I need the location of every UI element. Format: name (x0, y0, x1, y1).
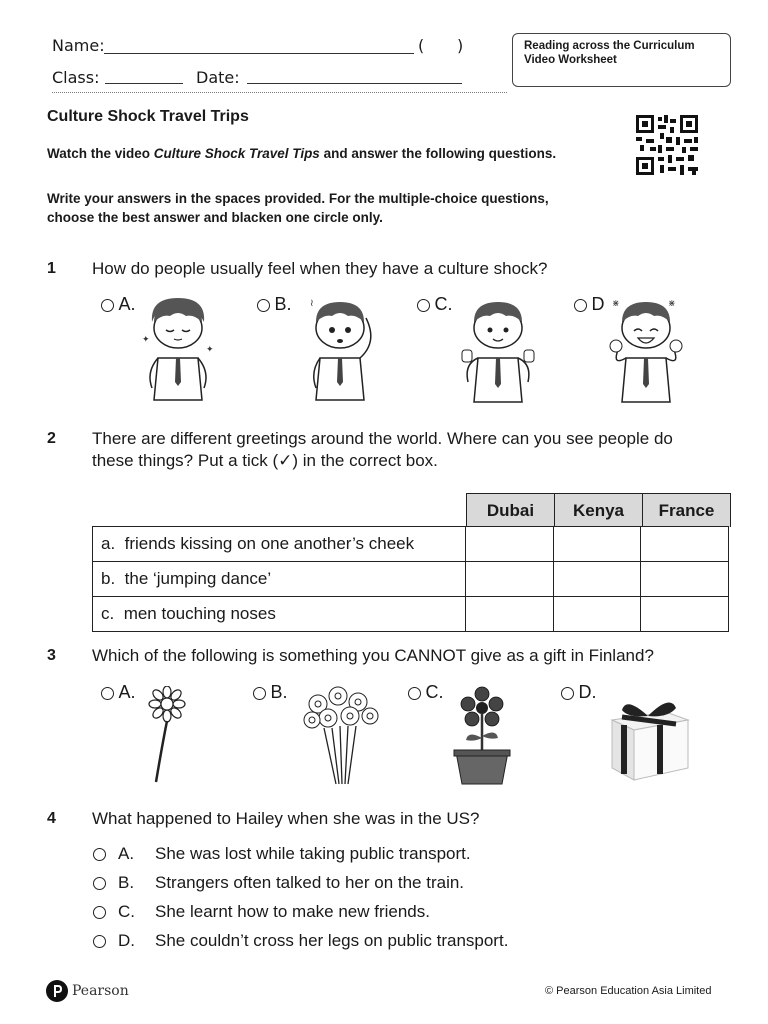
page-title: Culture Shock Travel Trips (47, 108, 249, 125)
pearson-logo (46, 980, 129, 1002)
q3-option-d-label: D. (578, 682, 597, 702)
svg-text:✦: ✦ (142, 334, 150, 344)
single-flower-icon (144, 686, 190, 784)
q1-number: 1 (47, 260, 56, 277)
date-label: Date: (196, 68, 240, 87)
row-b-letter: b. (101, 569, 116, 588)
row-c-letter: c. (101, 604, 115, 623)
row-a-letter: a. (101, 534, 116, 553)
q1-text: How do people usually feel when they have a culture shock? (92, 259, 548, 278)
q4-option-a[interactable] (93, 844, 471, 864)
svg-text:≀: ≀ (310, 298, 314, 309)
q4-option-c[interactable] (93, 902, 430, 922)
class-field[interactable] (105, 83, 183, 84)
q1-option-a-label: A. (118, 294, 136, 314)
worksheet-type-box (512, 33, 731, 87)
q4-option-b-text: Strangers often talked to her on the train. (155, 873, 465, 892)
row-c-label (93, 597, 466, 632)
cell-a-france[interactable] (641, 527, 729, 562)
q1-option-c-radio[interactable] (417, 299, 430, 312)
q3-option-a-radio[interactable] (101, 687, 114, 700)
q4-number: 4 (47, 810, 56, 827)
name-field[interactable] (104, 53, 414, 54)
q1-option-a[interactable] (101, 294, 135, 315)
q4-option-b-radio[interactable] (93, 877, 106, 890)
q2-table (92, 526, 729, 632)
header-divider (52, 92, 507, 93)
q3-option-a-label: A. (118, 682, 136, 702)
row-b-label (93, 562, 466, 597)
col-kenya: Kenya (555, 494, 643, 527)
q3-text: Which of the following is something you CANNOT give as a gift in Finland? (92, 646, 654, 665)
row-a-label (93, 527, 466, 562)
cell-c-dubai[interactable] (465, 597, 553, 632)
q4-option-b-letter: B. (118, 873, 135, 892)
cell-b-france[interactable] (641, 562, 729, 597)
q1-option-b-radio[interactable] (257, 299, 270, 312)
instruction-1-suffix: and answer the following questions. (319, 146, 557, 161)
q3-option-b-radio[interactable] (253, 687, 266, 700)
cell-c-kenya[interactable] (553, 597, 641, 632)
q4-option-c-text: She learnt how to make new friends. (155, 902, 430, 921)
qr-code-icon[interactable] (636, 115, 698, 175)
q4-option-a-radio[interactable] (93, 848, 106, 861)
q3-option-b-label: B. (270, 682, 288, 702)
q1-option-b[interactable] (257, 294, 291, 315)
svg-text:✦: ✦ (206, 344, 214, 354)
paren-close: ) (457, 36, 464, 55)
q2-text-line1: There are different greetings around the world. Where can you see people do (92, 429, 673, 448)
name-label: Name: (52, 36, 105, 55)
cell-c-france[interactable] (641, 597, 729, 632)
table-row (93, 562, 729, 597)
date-field[interactable] (247, 83, 462, 84)
q1-option-c-label: C. (434, 294, 453, 314)
q1-option-d[interactable] (574, 294, 604, 315)
q2-number: 2 (47, 430, 56, 447)
cell-a-dubai[interactable] (465, 527, 553, 562)
excited-boy-icon (606, 292, 688, 410)
q4-option-d[interactable] (93, 931, 508, 951)
q4-option-c-radio[interactable] (93, 906, 106, 919)
class-label: Class: (52, 68, 100, 87)
q1-option-a-radio[interactable] (101, 299, 114, 312)
q4-option-a-text: She was lost while taking public transport. (155, 844, 471, 863)
paren-open: ( (418, 36, 425, 55)
svg-text:⋇: ⋇ (612, 298, 620, 308)
instruction-1-prefix: Watch the video (47, 146, 154, 161)
q4-option-d-text: She couldn’t cross her legs on public transport. (155, 931, 509, 950)
instruction-1 (47, 144, 587, 163)
q2-table-header (466, 493, 731, 527)
calm-boy-icon (138, 292, 218, 408)
thumbs-up-boy-icon (458, 292, 538, 410)
col-france: France (643, 494, 730, 527)
q3-option-c-radio[interactable] (408, 687, 421, 700)
q3-number: 3 (47, 647, 56, 664)
q2-text-line2: these things? Put a tick (✓) in the correct box. (92, 451, 438, 470)
q4-option-d-radio[interactable] (93, 935, 106, 948)
pearson-logo-icon (46, 980, 68, 1002)
video-title: Culture Shock Travel Tips (153, 146, 320, 161)
q4-option-c-letter: C. (118, 902, 135, 921)
q3-option-c[interactable] (408, 682, 443, 703)
q4-option-b[interactable] (93, 873, 464, 893)
instruction-2: Write your answers in the spaces provided. For the multiple-choice questions, choose the best answer and blacken one circle only. (47, 191, 549, 225)
q4-option-a-letter: A. (118, 844, 135, 863)
row-b-text: the ‘jumping dance’ (124, 569, 272, 588)
table-row (93, 527, 729, 562)
q1-option-c[interactable] (417, 294, 452, 315)
potted-plant-icon (452, 686, 512, 786)
q3-option-d-radio[interactable] (561, 687, 574, 700)
cell-a-kenya[interactable] (553, 527, 641, 562)
row-a-text: friends kissing on one another’s cheek (124, 534, 415, 553)
svg-text:⋇: ⋇ (668, 298, 676, 308)
row-c-text: men touching noses (123, 604, 276, 623)
col-dubai: Dubai (467, 494, 555, 527)
q1-option-d-radio[interactable] (574, 299, 587, 312)
flower-bouquet-icon (300, 686, 382, 786)
q3-option-b[interactable] (253, 682, 287, 703)
brand-name: Pearson (72, 983, 129, 999)
q1-option-d-label: D (591, 294, 605, 314)
q4-option-d-letter: D. (118, 931, 135, 950)
confused-boy-icon (300, 292, 382, 408)
cell-b-dubai[interactable] (465, 562, 553, 597)
box-line2: Video Worksheet (524, 54, 617, 66)
q3-option-d[interactable] (561, 682, 596, 703)
cell-b-kenya[interactable] (553, 562, 641, 597)
gift-box-icon (604, 686, 692, 782)
q3-option-c-label: C. (425, 682, 444, 702)
box-line1: Reading across the Curriculum (524, 40, 695, 52)
q3-option-a[interactable] (101, 682, 135, 703)
table-row (93, 597, 729, 632)
copyright: © Pearson Education Asia Limited (545, 985, 712, 997)
q4-text: What happened to Hailey when she was in the US? (92, 809, 480, 828)
q1-option-b-label: B. (274, 294, 292, 314)
